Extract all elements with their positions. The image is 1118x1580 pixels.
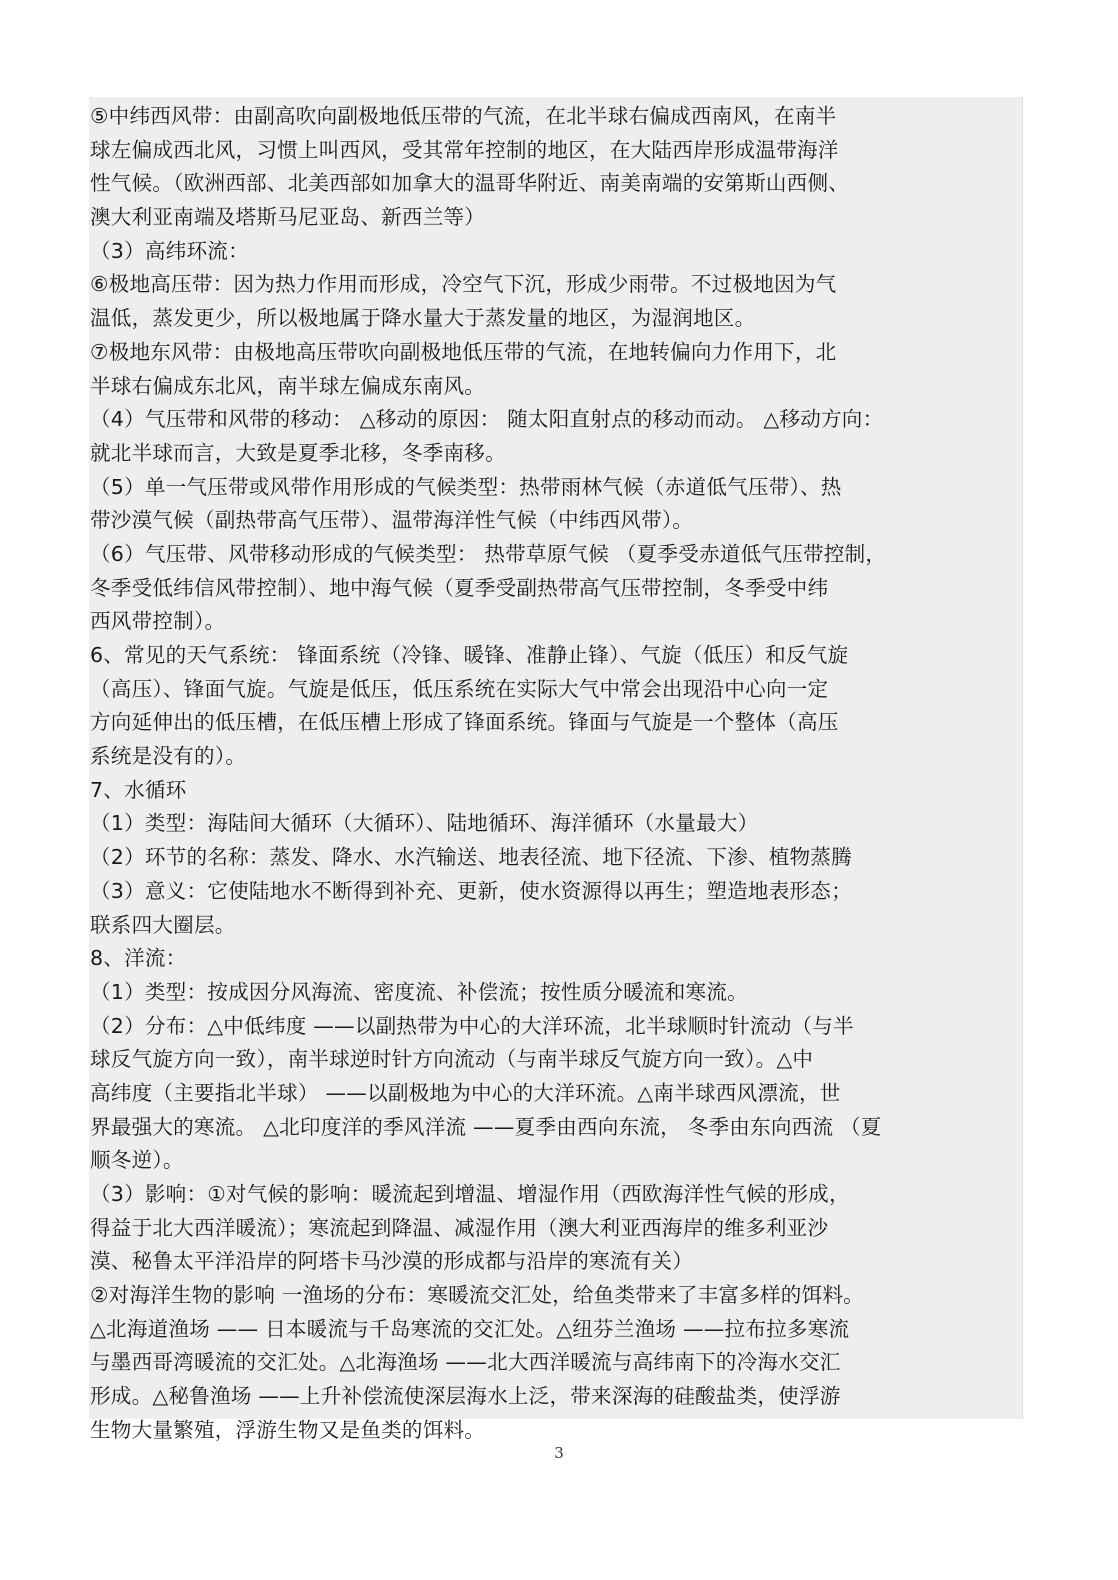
- text-line: 漠、秘鲁太平洋沿岸的阿塔卡马沙漠的形成都与沿岸的寒流有关）: [90, 1249, 694, 1274]
- text-line: 形成。△秘鲁渔场 ——上升补偿流使深层海水上泛，带来深海的硅酸盐类，使浮游: [90, 1384, 841, 1409]
- text-line: 方向延伸出的低压槽，在低压槽上形成了锋面系统。锋面与气旋是一个整体（高压: [90, 710, 839, 735]
- text-line: 与墨西哥湾暖流的交汇处。△北海渔场 ——北大西洋暖流与高纬南下的冷海水交汇: [90, 1350, 841, 1375]
- text-line: （3）意义：它使陆地水不断得到补充、更新，使水资源得以再生；塑造地表形态；: [90, 878, 852, 903]
- text-line: （5）单一气压带或风带作用形成的气候类型：热带雨林气候（赤道低气压带）、热: [90, 474, 842, 499]
- text-line: 系统是没有的）。: [90, 744, 247, 769]
- text-line: （6）气压带、风带移动形成的气候类型： 热带草原气候 （夏季受赤道低气压带控制，: [90, 541, 887, 566]
- text-line: （1）类型：海陆间大循环（大循环）、陆地循环、海洋循环（水量最大）: [90, 811, 759, 836]
- text-line: 西风带控制）。: [90, 609, 226, 634]
- text-line: 顺冬逆）。: [90, 1148, 184, 1173]
- text-line: （高压）、锋面气旋。气旋是低压，低压系统在实际大气中常会出现沿中心向一定: [90, 676, 829, 701]
- text-line: 球反气旋方向一致），南半球逆时针方向流动（与南半球反气旋方向一致）。△中: [90, 1047, 814, 1072]
- text-line: ②对海洋生物的影响 一渔场的分布：寒暖流交汇处，给鱼类带来了丰富多样的饵料。: [90, 1283, 864, 1308]
- text-line: 高纬度（主要指北半球） ——以副极地为中心的大洋环流。△南半球西风漂流，世: [90, 1080, 841, 1105]
- section-heading: （3）高纬环流：: [90, 238, 249, 263]
- text-line: △北海道渔场 —— 日本暖流与千岛寒流的交汇处。△纽芬兰渔场 ——拉布拉多寒流: [90, 1316, 850, 1341]
- text-line: 澳大利亚南端及塔斯马尼亚岛、新西兰等）: [90, 205, 486, 230]
- text-line: ⑦极地东风带：由极地高压带吹向副极地低压带的气流，在地转偏向力作用下，北: [90, 339, 837, 364]
- section-heading: 6、常见的天气系统： 锋面系统（冷锋、暖锋、准静止锋）、气旋（低压）和反气旋: [90, 643, 849, 667]
- text-line: （3）影响：①对气候的影响：暖流起到增温、增湿作用（西欧海洋性气候的形成，: [90, 1182, 850, 1206]
- page-number: 3: [554, 1444, 564, 1462]
- text-line: ⑤中纬西风带：由副高吹向副极地低压带的气流，在北半球右偏成西南风，在南半: [90, 104, 837, 128]
- text-line: 性气候。（欧洲西部、北美西部如加拿大的温哥华附近、南美南端的安第斯山西侧、: [90, 171, 850, 196]
- text-line: 半球右偏成东北风，南半球左偏成东南风。: [90, 373, 486, 398]
- text-line: （4）气压带和风带的移动： △移动的原因： 随太阳直射点的移动而动。 △移动方向：: [90, 407, 884, 432]
- text-line: 温低，蒸发更少，所以极地属于降水量大于蒸发量的地区，为湿润地区。: [90, 306, 756, 331]
- text-body: [90, 100, 1040, 1448]
- text-line: （2）环节的名称：蒸发、降水、水汽输送、地表径流、地下径流、下渗、植物蒸腾: [90, 845, 852, 870]
- text-line: 界最强大的寒流。 △北印度洋的季风洋流 ——夏季由西向东流， 冬季由东向西流 （夏: [90, 1114, 882, 1139]
- text-line: 就北半球而言，大致是夏季北移，冬季南移。: [90, 440, 506, 465]
- section-heading: 7、水循环: [90, 777, 187, 802]
- text-line: 得益于北大西洋暖流）；寒流起到降温、减湿作用（澳大利亚西海岸的维多利亚沙: [90, 1215, 829, 1240]
- text-line: 冬季受低纬信风带控制）、地中海气候（夏季受副热带高气压带控制，冬季受中纬: [90, 575, 829, 600]
- text-line: （2）分布：△中低纬度 ——以副热带为中心的大洋环流，北半球顺时针流动（与半: [90, 1013, 854, 1038]
- text-line: 带沙漠气候（副热带高气压带）、温带海洋性气候（中纬西风带）。: [90, 508, 694, 533]
- section-heading: 8、洋流：: [90, 946, 187, 971]
- text-line: ⑥极地高压带：因为热力作用而形成，冷空气下沉，形成少雨带。不过极地因为气: [90, 272, 837, 297]
- text-line: 生物大量繁殖，浮游生物又是鱼类的饵料。: [90, 1417, 486, 1442]
- text-line: （1）类型：按成因分风海流、密度流、补偿流；按性质分暖流和寒流。: [90, 979, 748, 1004]
- text-line: 联系四大圈层。: [90, 912, 236, 937]
- text-line: 球左偏成西北风，习惯上叫西风，受其常年控制的地区，在大陆西岸形成温带海洋: [90, 137, 839, 162]
